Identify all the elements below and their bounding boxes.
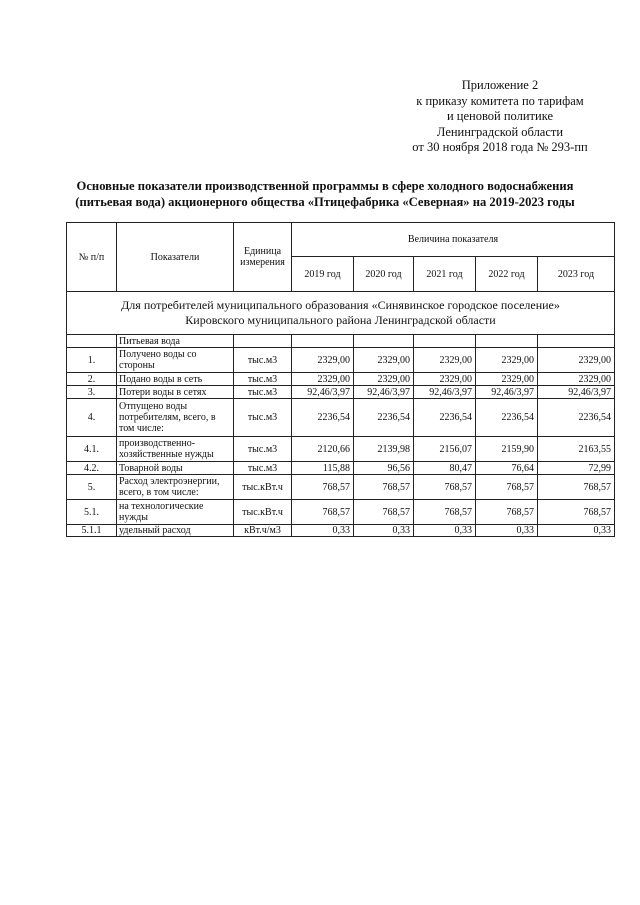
table-row — [67, 348, 615, 373]
row-unit: тыс.м3 — [234, 437, 292, 462]
group-label: Питьевая вода — [117, 335, 234, 348]
row-value: 768,57 — [292, 500, 354, 525]
table-row — [67, 386, 615, 399]
row-name: Потери воды в сетях — [117, 386, 234, 399]
document-title — [30, 178, 620, 210]
row-num: 5.1.1 — [67, 525, 117, 537]
row-value: 2329,00 — [354, 373, 414, 386]
row-value: 2163,55 — [538, 437, 615, 462]
row-unit: тыс.м3 — [234, 373, 292, 386]
row-unit: тыс.м3 — [234, 348, 292, 373]
row-value: 2329,00 — [538, 348, 615, 373]
table-row — [67, 475, 615, 500]
row-value: 768,57 — [476, 500, 538, 525]
row-value: 76,64 — [476, 462, 538, 475]
table-row — [67, 437, 615, 462]
row-value: 2156,07 — [414, 437, 476, 462]
row-name: Расход электроэнергии, всего, в том числе: — [117, 475, 234, 500]
row-value: 768,57 — [292, 475, 354, 500]
row-value: 2236,54 — [476, 399, 538, 437]
row-value: 2329,00 — [414, 373, 476, 386]
row-value: 768,57 — [414, 475, 476, 500]
header-year: 2022 год — [476, 257, 538, 292]
row-value: 96,56 — [354, 462, 414, 475]
header-value-group: Величина показателя — [292, 223, 615, 257]
appendix-line: Ленинградской области — [436, 124, 564, 139]
section-line: Для потребителей муниципального образования «Синявинское городское поселение» — [121, 298, 560, 312]
row-unit: тыс.м3 — [234, 399, 292, 437]
row-value: 2329,00 — [476, 348, 538, 373]
header-year: 2019 год — [292, 257, 354, 292]
row-value: 0,33 — [354, 525, 414, 537]
row-value: 92,46/3,97 — [292, 386, 354, 399]
row-value: 92,46/3,97 — [354, 386, 414, 399]
appendix-line: Приложение 2 — [461, 78, 539, 92]
row-value: 0,33 — [476, 525, 538, 537]
row-num: 5. — [67, 475, 117, 500]
row-num: 1. — [67, 348, 117, 373]
header-year: 2023 год — [538, 257, 615, 292]
table-row — [67, 462, 615, 475]
row-unit: тыс.кВт.ч — [234, 500, 292, 525]
table-row — [67, 399, 615, 437]
indicators-table — [66, 222, 615, 537]
row-unit: тыс.кВт.ч — [234, 475, 292, 500]
row-value: 2329,00 — [476, 373, 538, 386]
row-num: 2. — [67, 373, 117, 386]
row-unit: тыс.м3 — [234, 386, 292, 399]
row-num: 4.1. — [67, 437, 117, 462]
row-unit: тыс.м3 — [234, 462, 292, 475]
row-value: 80,47 — [414, 462, 476, 475]
row-value: 2329,00 — [414, 348, 476, 373]
appendix-line: к приказу комитета по тарифам — [416, 93, 584, 108]
row-value: 72,99 — [538, 462, 615, 475]
row-value: 2329,00 — [354, 348, 414, 373]
row-value: 92,46/3,97 — [414, 386, 476, 399]
header-indicator: Показатели — [117, 223, 234, 292]
title-line: (питьевая вода) акционерного общества «Птицефабрика «Северная» на 2019-2023 годы — [75, 195, 575, 209]
header-unit: Единица измерения — [234, 223, 292, 292]
row-value: 115,88 — [292, 462, 354, 475]
row-value: 768,57 — [538, 475, 615, 500]
section-heading — [67, 292, 615, 335]
row-num: 3. — [67, 386, 117, 399]
row-name: Отпущено воды потребителям, всего, в том числе: — [117, 399, 234, 437]
section-line: Кировского муниципального района Ленинградской области — [185, 313, 496, 327]
row-num: 5.1. — [67, 500, 117, 525]
row-value: 768,57 — [476, 475, 538, 500]
row-name: удельный расход — [117, 525, 234, 537]
row-value: 2120,66 — [292, 437, 354, 462]
row-value: 2236,54 — [538, 399, 615, 437]
row-num: 4. — [67, 399, 117, 437]
row-unit: кВт.ч/м3 — [234, 525, 292, 537]
table-row — [67, 500, 615, 525]
row-value: 2329,00 — [292, 373, 354, 386]
row-name: Товарной воды — [117, 462, 234, 475]
row-name: на технологические нужды — [117, 500, 234, 525]
row-value: 2139,98 — [354, 437, 414, 462]
title-line: Основные показатели производственной программы в сфере холодного водоснабжения — [76, 179, 574, 193]
header-year: 2021 год — [414, 257, 476, 292]
row-value: 768,57 — [354, 475, 414, 500]
row-value: 768,57 — [538, 500, 615, 525]
row-value: 92,46/3,97 — [538, 386, 615, 399]
row-name: Получено воды со стороны — [117, 348, 234, 373]
appendix-line: и ценовой политике — [446, 109, 554, 123]
table-row — [67, 525, 615, 537]
row-num: 4.2. — [67, 462, 117, 475]
row-name: производственно-хозяйственные нужды — [117, 437, 234, 462]
row-value: 0,33 — [538, 525, 615, 537]
row-value: 2236,54 — [292, 399, 354, 437]
header-num: № п/п — [67, 223, 117, 292]
row-value: 2329,00 — [292, 348, 354, 373]
header-year: 2020 год — [354, 257, 414, 292]
row-value: 2329,00 — [538, 373, 615, 386]
row-value: 768,57 — [414, 500, 476, 525]
row-value: 2236,54 — [414, 399, 476, 437]
row-value: 92,46/3,97 — [476, 386, 538, 399]
appendix-block — [380, 78, 620, 156]
appendix-line: от 30 ноября 2018 года № 293-пп — [412, 140, 588, 154]
row-value: 2236,54 — [354, 399, 414, 437]
table-row — [67, 373, 615, 386]
row-value: 0,33 — [292, 525, 354, 537]
row-name: Подано воды в сеть — [117, 373, 234, 386]
row-value: 2159,90 — [476, 437, 538, 462]
row-value: 0,33 — [414, 525, 476, 537]
row-value: 768,57 — [354, 500, 414, 525]
